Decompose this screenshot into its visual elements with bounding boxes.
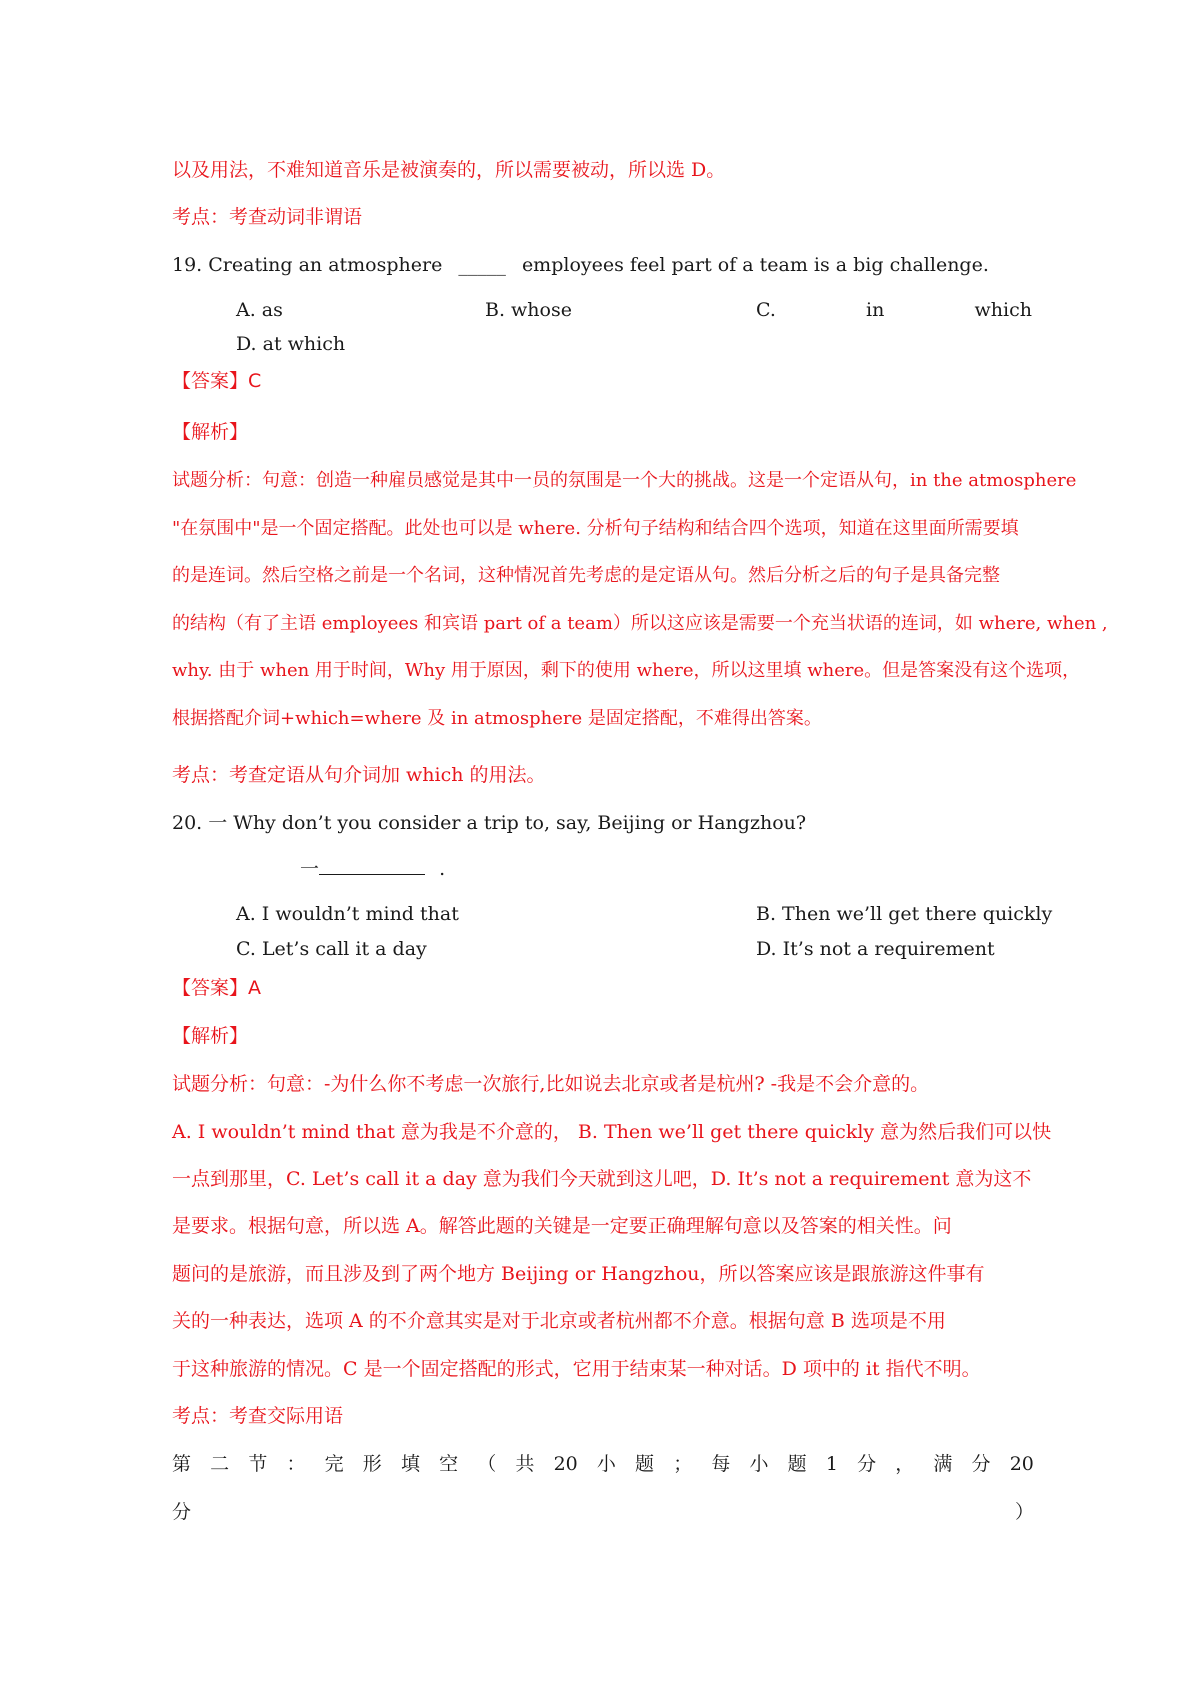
- q19-option-c: [756, 297, 1032, 323]
- section-heading-char: 空: [439, 1453, 459, 1475]
- q20-option-d: D. It’s not a requirement: [756, 938, 995, 960]
- q19-stem: [172, 252, 989, 278]
- section-heading-char: 题: [635, 1453, 655, 1475]
- q18-analysis-tail: 以及用法，不难知道音乐是被演奏的，所以需要被动，所以选 D。: [172, 159, 726, 181]
- q18-kaodian: 考点：考查动词非谓语: [172, 206, 363, 228]
- section-heading-char: 20: [1009, 1453, 1034, 1475]
- q20-option-b: B. Then we’ll get there quickly: [756, 903, 1053, 925]
- q20-reply: [300, 856, 445, 882]
- section-heading-char: 第: [172, 1453, 192, 1475]
- q20-analysis-line-5: 题问的是旅游，而且涉及到了两个地方 Beijing or Hangzhou，所以答案应该是跟旅游这件事有: [172, 1263, 985, 1285]
- q20-answer: [172, 975, 261, 1001]
- section-heading-char: 分: [971, 1453, 991, 1475]
- q20-analysis-line-7: 于这种旅游的情况。C 是一个固定搭配的形式，它用于结束某一种对话。D 项中的 it 指代不明。: [172, 1358, 981, 1380]
- section-heading-char: 共: [515, 1453, 535, 1475]
- answer-value: C: [248, 370, 262, 392]
- q19-analysis-label: 【解析】: [172, 421, 249, 443]
- section-heading: [172, 1451, 1034, 1477]
- section-heading-char: ：: [286, 1453, 306, 1475]
- section-heading-char: 分: [857, 1453, 877, 1475]
- section-heading-char: ，: [895, 1453, 915, 1475]
- q19-option-c-word2: which: [974, 299, 1032, 321]
- q19-kaodian: 考点：考查定语从句介词加 which 的用法。: [172, 764, 546, 786]
- section-heading-char: 形: [362, 1453, 382, 1475]
- q20-analysis-label: 【解析】: [172, 1025, 249, 1047]
- section-heading-char: 1: [825, 1453, 838, 1475]
- section-heading-char: 小: [749, 1453, 769, 1475]
- q19-option-c-letter: C.: [756, 299, 776, 321]
- section-heading-char: 满: [933, 1453, 953, 1475]
- q20-analysis-line-4: 是要求。根据句意，所以选 A。解答此题的关键是一定要正确理解句意以及答案的相关性。问: [172, 1215, 952, 1237]
- q20-reply-blank: [319, 856, 425, 875]
- q20-option-c: C. Let’s call it a day: [236, 938, 427, 960]
- q19-analysis-line-3: 的是连词。然后空格之前是一个名词，这种情况首先考虑的是定语从句。然后分析之后的句子是具备完整: [172, 565, 1000, 586]
- section-heading-char: 小: [596, 1453, 616, 1475]
- q19-option-a: A. as: [236, 299, 283, 321]
- section-heading-char: 每: [711, 1453, 731, 1475]
- answer-value: A: [248, 977, 262, 999]
- q20-reply-dash: 一: [300, 858, 320, 880]
- section-heading-char: 填: [400, 1453, 420, 1475]
- q20-kaodian: 考点：考查交际用语: [172, 1405, 344, 1427]
- q19-stem-after: employees feel part of a team is a big challenge.: [521, 254, 989, 276]
- section-heading-line2-left: 分: [172, 1501, 192, 1523]
- q19-analysis-line-1: 试题分析：句意：创造一种雇员感觉是其中一员的氛围是一个大的挑战。这是一个定语从句，in the atmosphere: [172, 470, 1077, 491]
- q19-option-b: B. whose: [485, 299, 572, 321]
- q19-option-d: D. at which: [236, 333, 346, 355]
- section-heading-char: 节: [248, 1453, 268, 1475]
- q19-answer: [172, 368, 261, 394]
- q20-stem: 20. 一 Why don’t you consider a trip to, say, Beijing or Hangzhou?: [172, 812, 807, 834]
- section-heading-char: （: [477, 1453, 497, 1475]
- q19-analysis-line-2: "在氛围中"是一个固定搭配。此处也可以是 where. 分析句子结构和结合四个选项，知道在这里面所需要填: [172, 518, 1019, 539]
- answer-label: 【答案】: [172, 977, 249, 999]
- q20-analysis-line-3: 一点到那里，C. Let’s call it a day 意为我们今天就到这儿吧，D. It’s not a requirement 意为这不: [172, 1168, 1032, 1190]
- q20-analysis-line-1: 试题分析：句意：-为什么你不考虑一次旅行,比如说去北京或者是杭州? -我是不会介意的。: [172, 1073, 930, 1095]
- section-heading-char: 完: [324, 1453, 344, 1475]
- section-heading-char: ；: [673, 1453, 693, 1475]
- section-heading-line-2: [172, 1499, 1034, 1525]
- q19-analysis-line-6: 根据搭配介词+which=where 及 in atmosphere 是固定搭配，不难得出答案。: [172, 708, 822, 729]
- q19-analysis-line-5: why. 由于 when 用于时间，Why 用于原因，剩下的使用 where，所以这里填 where。但是答案没有这个选项，: [172, 660, 1081, 681]
- section-heading-char: 二: [210, 1453, 230, 1475]
- q19-analysis-line-4: 的结构（有了主语 employees 和宾语 part of a team）所以这应该是需要一个充当状语的连词，如 where, when ,: [172, 613, 1108, 634]
- section-heading-line2-right: ）: [1014, 1501, 1034, 1523]
- section-heading-char: 题: [787, 1453, 807, 1475]
- q20-option-a: A. I wouldn’t mind that: [236, 903, 459, 925]
- q19-option-c-word1: in: [866, 299, 885, 321]
- q20-analysis-line-2: A. I wouldn’t mind that 意为我是不介意的， B. Then we’ll get there quickly 意为然后我们可以快: [172, 1121, 1052, 1143]
- section-heading-char: 20: [553, 1453, 578, 1475]
- q19-stem-blank: _____: [458, 254, 506, 276]
- q19-stem-before: 19. Creating an atmosphere: [172, 254, 443, 276]
- answer-label: 【答案】: [172, 370, 249, 392]
- q20-reply-period: .: [439, 858, 446, 880]
- q20-analysis-line-6: 关的一种表达，选项 A 的不介意其实是对于北京或者杭州都不介意。根据句意 B 选项是不用: [172, 1310, 946, 1332]
